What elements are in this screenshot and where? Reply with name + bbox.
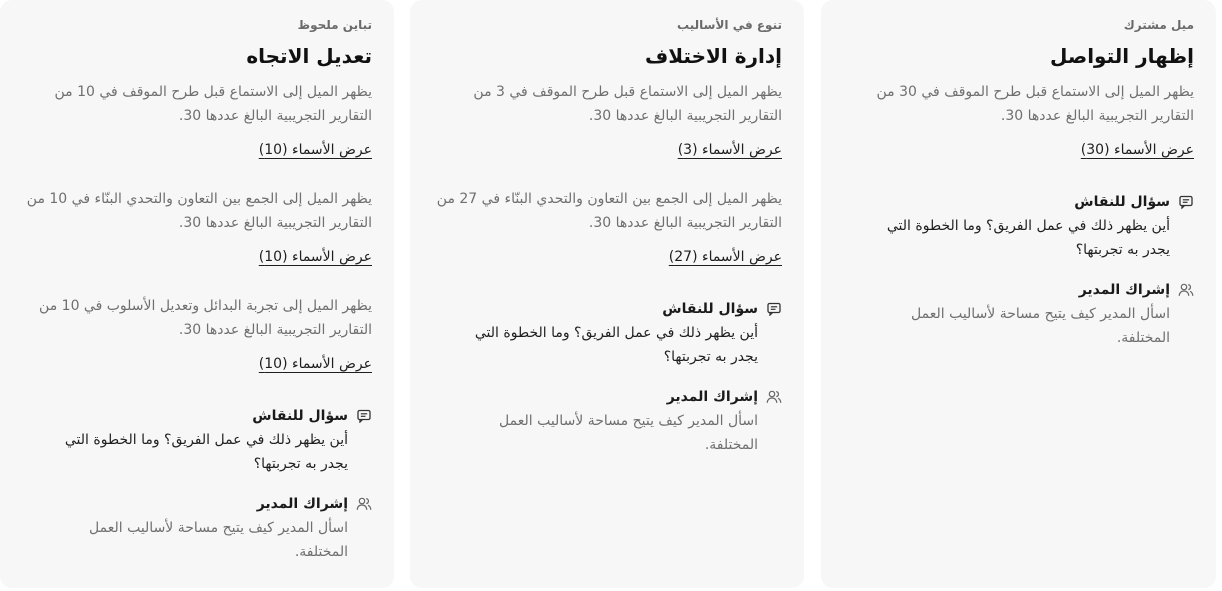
show-names-link[interactable]: عرض الأسماء (27) [668,249,782,265]
insight-item [20,187,372,265]
manager-involvement [861,282,1194,350]
discussion-title: سؤال للنقاش [252,408,348,424]
manager-text: اسأل المدير كيف يتيح مساحة لأساليب العمل المختلفة. [499,413,758,453]
card-eyebrow: تباين ملحوظ [297,18,372,32]
card-title: تعديل الاتجاه [246,44,372,68]
manager-text: اسأل المدير كيف يتيح مساحة لأساليب العمل المختلفة. [89,520,348,560]
people-icon [356,496,372,512]
chat-icon [1178,194,1194,210]
chat-icon [356,408,372,424]
insight-description: يظهر الميل إلى الجمع بين التعاون والتحدي البنّاء في 10 من التقارير التجريبية البالغ عددها 30. [26,191,372,231]
insight-item [841,80,1194,158]
discussion-question [861,194,1194,262]
manager-title: إشراك المدير [666,389,758,405]
insight-item [20,294,372,372]
show-names-link[interactable]: عرض الأسماء (10) [258,356,372,372]
card-eyebrow: تنوع في الأساليب [677,18,782,32]
insight-description: يظهر الميل إلى تجربة البدائل وتعديل الأسلوب في 10 من التقارير التجريبية البالغ عددها 30. [39,298,372,338]
chat-icon [766,301,782,317]
discussion-text: أين يظهر ذلك في عمل الفريق؟ وما الخطوة التي يجدر به تجربتها؟ [64,432,348,472]
card-title: إدارة الاختلاف [644,44,782,68]
discussion-title: سؤال للنقاش [1074,194,1170,210]
show-names-link[interactable]: عرض الأسماء (3) [677,142,782,158]
manager-involvement [450,389,782,457]
discussion-text: أين يظهر ذلك في عمل الفريق؟ وما الخطوة التي يجدر به تجربتها؟ [474,325,758,365]
manager-title: إشراك المدير [256,496,348,512]
insight-description: يظهر الميل إلى الاستماع قبل طرح الموقف في 10 من التقارير التجريبية البالغ عددها 30. [54,84,372,124]
insight-item [20,80,372,158]
discussion-question [450,301,782,369]
insight-card-difference [410,0,804,588]
insight-item [430,187,782,265]
show-names-link[interactable]: عرض الأسماء (10) [258,249,372,265]
insight-card-direction [0,0,394,588]
people-icon [766,389,782,405]
discussion-question [40,408,372,476]
show-names-link[interactable]: عرض الأسماء (30) [1080,142,1194,158]
manager-involvement [40,496,372,564]
insight-description: يظهر الميل إلى الاستماع قبل طرح الموقف في 3 من التقارير التجريبية البالغ عددها 30. [473,84,782,124]
insight-card-communication [821,0,1216,588]
card-title: إظهار التواصل [1050,44,1194,68]
discussion-text: أين يظهر ذلك في عمل الفريق؟ وما الخطوة التي يجدر به تجربتها؟ [886,218,1170,258]
manager-text: اسأل المدير كيف يتيح مساحة لأساليب العمل المختلفة. [911,306,1170,346]
card-eyebrow: ميل مشترك [1123,18,1194,32]
insight-description: يظهر الميل إلى الاستماع قبل طرح الموقف في 30 من التقارير التجريبية البالغ عددها 30. [876,84,1194,124]
people-icon [1178,282,1194,298]
insight-item [430,80,782,158]
show-names-link[interactable]: عرض الأسماء (10) [258,142,372,158]
discussion-title: سؤال للنقاش [662,301,758,317]
manager-title: إشراك المدير [1078,282,1170,298]
insight-description: يظهر الميل إلى الجمع بين التعاون والتحدي البنّاء في 27 من التقارير التجريبية البالغ عددها 30. [436,191,782,231]
